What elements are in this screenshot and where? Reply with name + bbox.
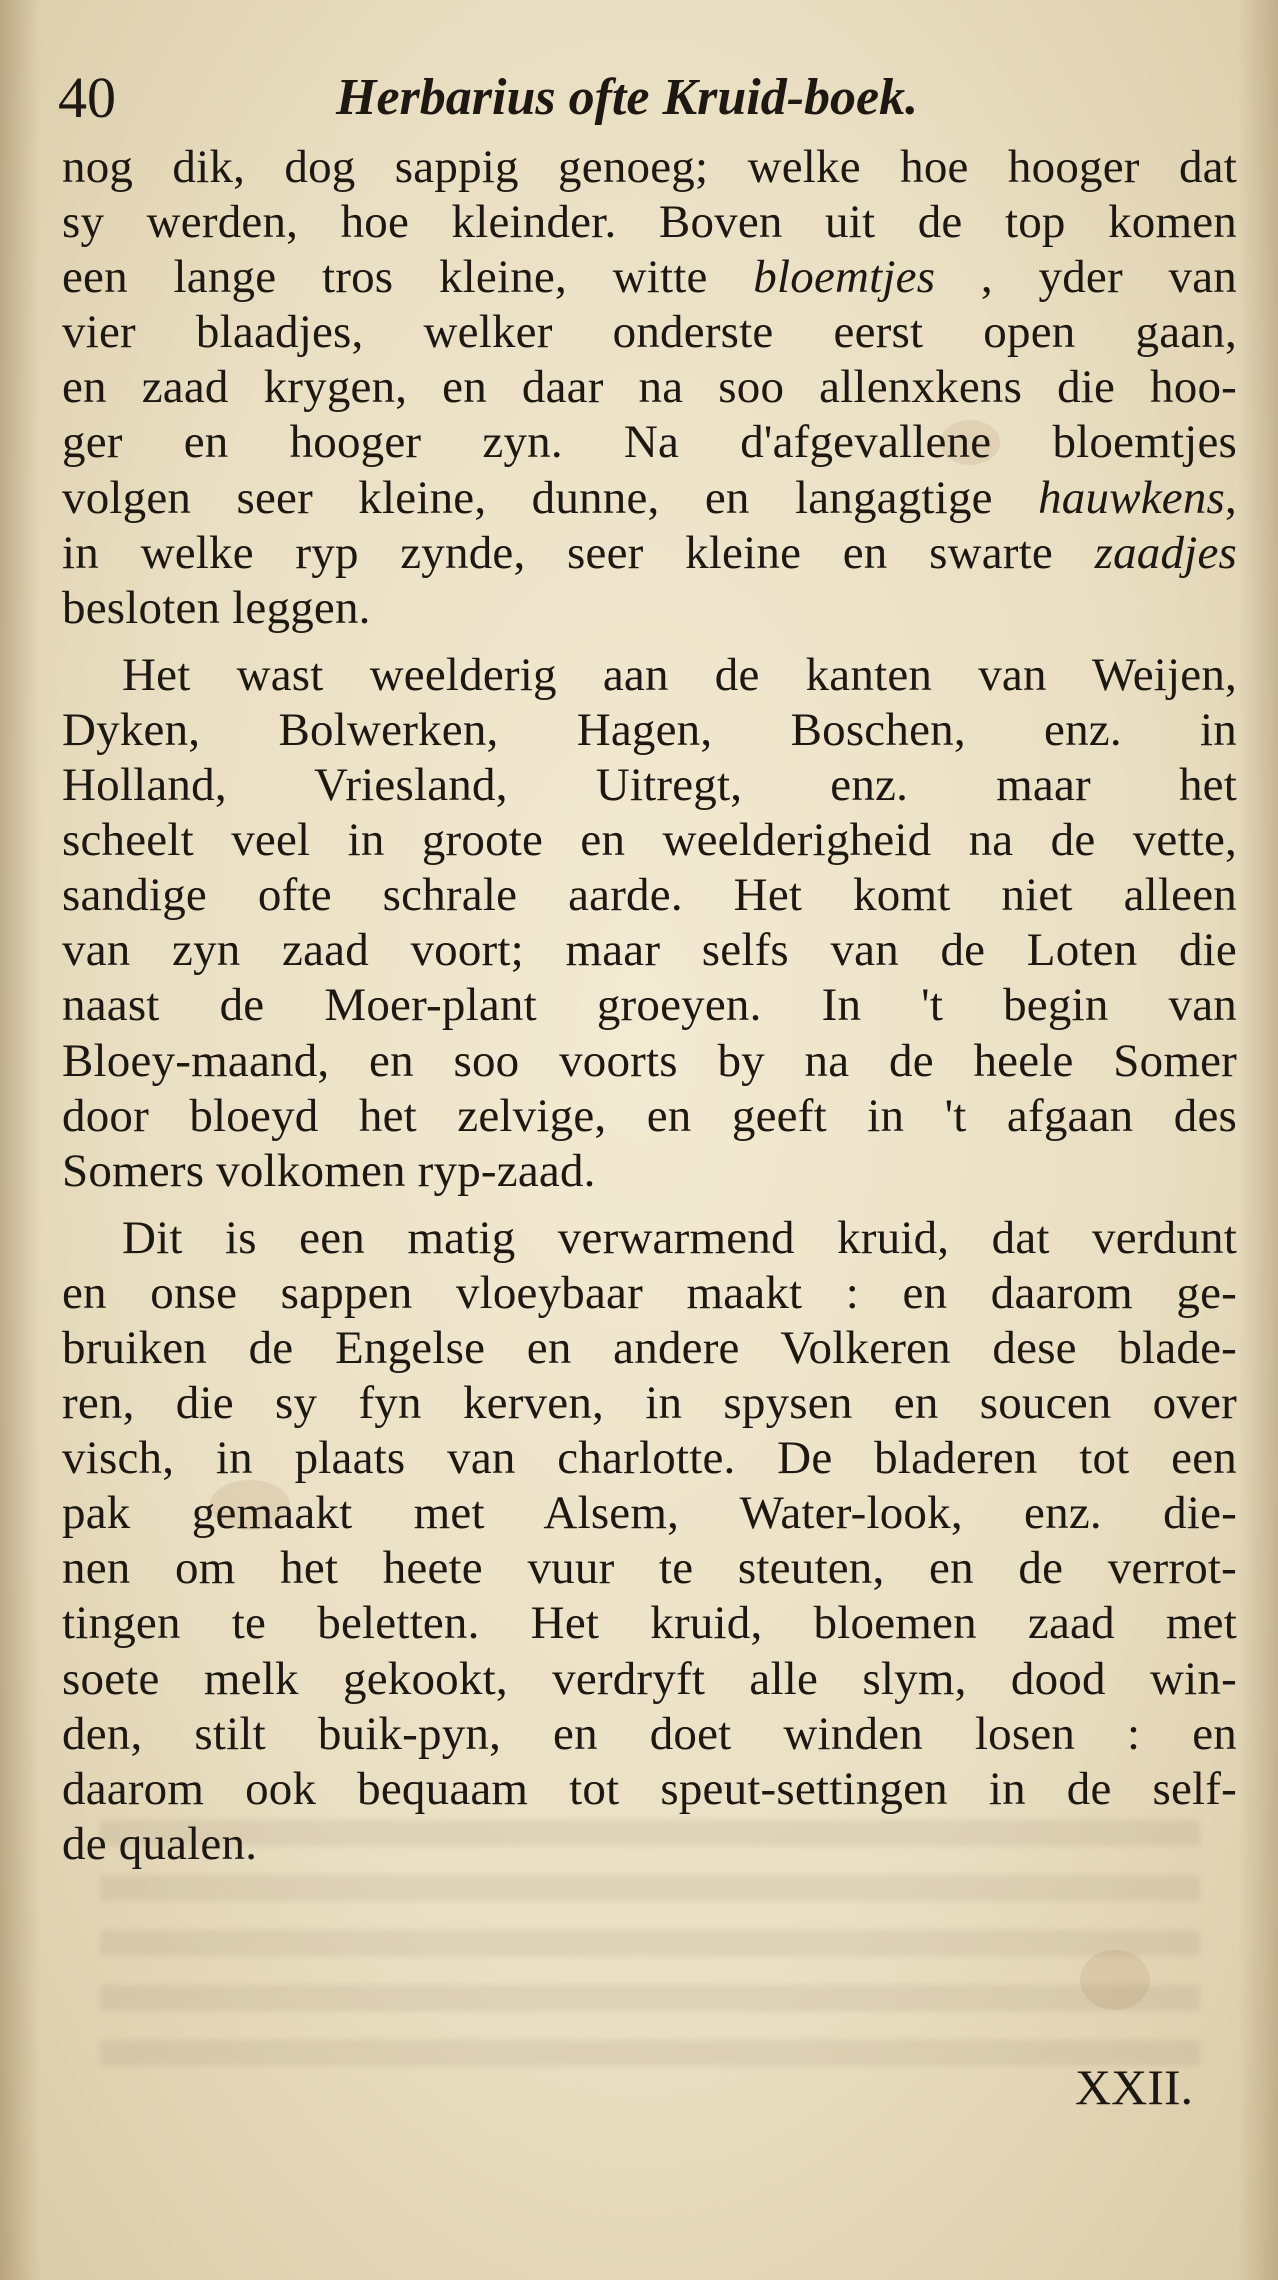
text-line: naast de Moer-plant groeyen. In 't begin van: [62, 979, 1237, 1032]
text-line: van zyn zaad voort; maar selfs van de Loten die: [62, 924, 1237, 977]
text-line: visch, in plaats van charlotte. De bladeren tot een: [62, 1432, 1237, 1485]
text-line: Dyken, Bolwerken, Hagen, Boschen, enz. in: [62, 703, 1237, 756]
text-line: Dit is een matig verwarmend kruid, dat verdunt: [122, 1211, 1237, 1264]
text-line: en zaad krygen, en daar na soo allenxkens die hoo-: [62, 361, 1237, 414]
text-line: tingen te beletten. Het kruid, bloemen zaad met: [62, 1597, 1237, 1650]
right-page-shadow: [1238, 0, 1278, 2280]
text-line: volgen seer kleine, dunne, en langagtige hauwkens,: [62, 471, 1237, 524]
text-line: ger en hooger zyn. Na d'afgevallene bloemtjes: [62, 416, 1237, 469]
text-line: ren, die sy fyn kerven, in spysen en soucen over: [62, 1377, 1237, 1430]
running-title: Herbarius ofte Kruid-boek.: [336, 69, 919, 126]
italic-term: bloemtjes: [753, 251, 936, 304]
text-line: nog dik, dog sappig genoeg; welke hoe hooger dat: [62, 141, 1237, 193]
text-line: in welke ryp zynde, seer kleine en swarte zaadjes: [62, 526, 1237, 579]
text-line: de qualen.: [62, 1817, 258, 1870]
text-line: daarom ook bequaam tot speut-settingen in de self-: [62, 1762, 1237, 1815]
text-line: Het wast weelderig aan de kanten van Weijen,: [122, 648, 1237, 701]
text-line: en onse sappen vloeybaar maakt : en daarom ge-: [62, 1266, 1237, 1319]
text-line: soete melk gekookt, verdryft alle slym, dood win-: [62, 1652, 1237, 1705]
text-line: Bloey-maand, en soo voorts by na de heele Somer: [62, 1034, 1237, 1087]
text-line: vier blaadjes, welker onderste eerst open gaan,: [62, 306, 1237, 359]
text-line: Holland, Vriesland, Uitregt, enz. maar het: [62, 759, 1237, 812]
foxing-spot: [1080, 1950, 1150, 2010]
paragraph-gap: [62, 1199, 1237, 1211]
left-page-shadow: [0, 0, 40, 2280]
text-line: sandige ofte schrale aarde. Het komt niet alleen: [62, 869, 1237, 922]
text-line: een lange tros kleine, witte bloemtjes , yder van: [62, 251, 1237, 304]
text-line: door bloeyd het zelvige, en geeft in 't afgaan des: [62, 1089, 1237, 1142]
text-line: sy werden, hoe kleinder. Boven uit de top komen: [62, 196, 1237, 249]
text-line: nen om het heete vuur te steuten, en de verrot-: [62, 1542, 1237, 1595]
text-line: besloten leggen.: [62, 581, 371, 634]
text-line: bruiken de Engelse en andere Volkeren dese blade-: [62, 1321, 1237, 1374]
text-line: den, stilt buik-pyn, en doet winden losen : en: [62, 1707, 1237, 1760]
italic-term: hauwkens: [1038, 471, 1226, 524]
text-line: Somers volkomen ryp-zaad.: [62, 1144, 596, 1197]
italic-term: zaadjes: [1094, 526, 1237, 579]
paragraph-gap: [62, 636, 1237, 648]
page-number: 40: [58, 65, 116, 130]
catchword: XXII.: [1075, 2059, 1194, 2115]
body-text: [62, 140, 1237, 1872]
text-line: scheelt veel in groote en weelderigheid na de vette,: [62, 814, 1237, 867]
text-line: pak gemaakt met Alsem, Water-look, enz. die-: [62, 1487, 1237, 1540]
page-header: [58, 58, 1228, 138]
